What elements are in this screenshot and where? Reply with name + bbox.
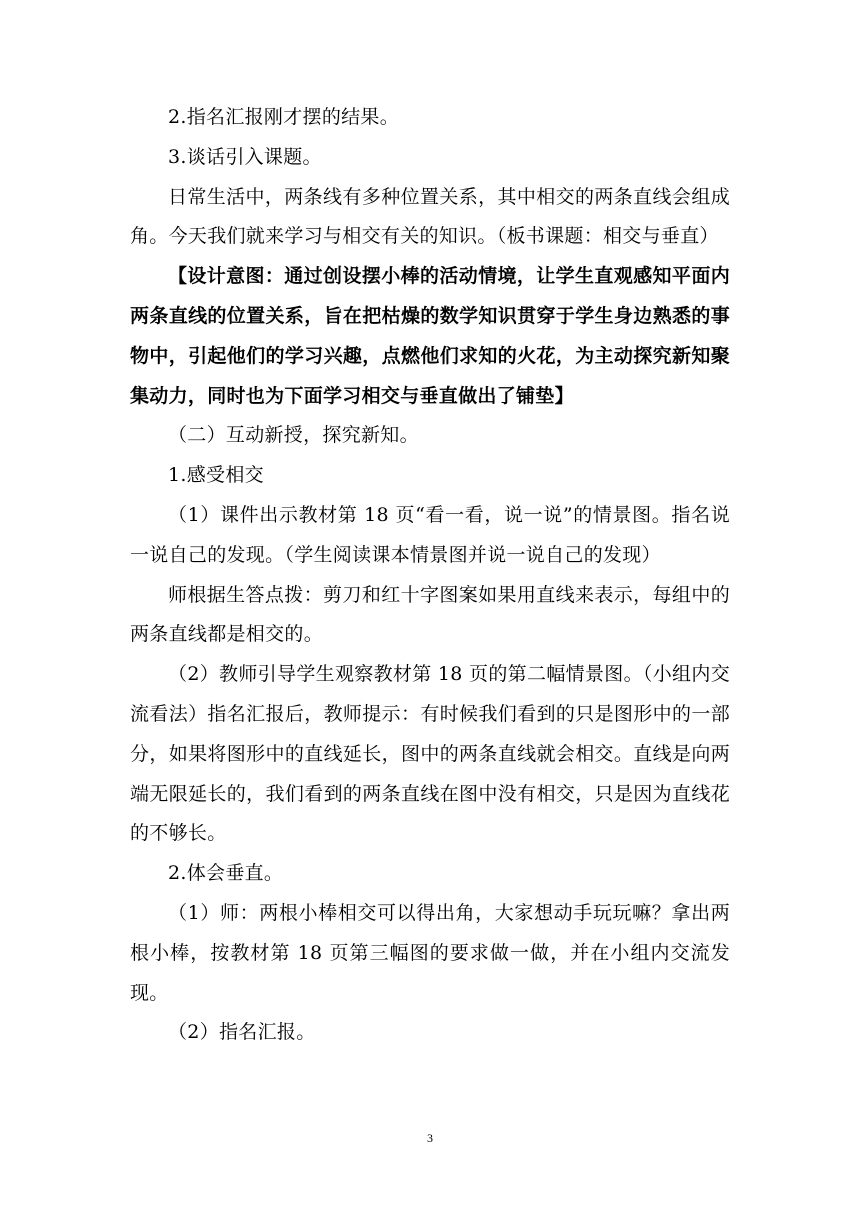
daily-life-paragraph: 日常生活中，两条线有多种位置关系，其中相交的两条直线会组成角。今天我们就来学习与相交有关的知识。（板书课题：相交与垂直）	[130, 185, 730, 248]
page-content	[130, 98, 730, 1053]
step-1-feel-intersection: 1.感受相交	[168, 464, 264, 487]
step-2-experience-perpendicular: 2.体会垂直。	[168, 862, 284, 885]
page-number: 3	[427, 1131, 433, 1145]
item-2-teacher-guides: （2）教师引导学生观察教材第 18 页的第二幅情景图。（小组内交流看法）指名汇报后，教师提示：有时候我们看到的只是图形中的一部分，如果将图形中的直线延长，图中的两条直线就会相交。直线是向两端无限延长的，我们看到的两条直线在图中没有相交，只是因为直线花的不够长。	[130, 663, 730, 845]
item-1-courseware: （1）课件出示教材第 18 页“看一看，说一说”的情景图。指名说一说自己的发现。（学生阅读课本情景图并说一说自己的发现）	[130, 503, 730, 566]
teacher-guidance-paragraph: 师根据生答点拨：剪刀和红十字图案如果用直线来表示，每组中的两条直线都是相交的。	[130, 583, 730, 646]
step-2-report: 2.指名汇报刚才摆的结果。	[168, 106, 400, 128]
design-intent-paragraph: 【设计意图：通过创设摆小棒的活动情境，让学生直观感知平面内两条直线的位置关系，旨在把枯燥的数学知识贯穿于学生身边熟悉的事物中，引起他们的学习兴趣，点燃他们求知的火花，为主动探究新知聚集动力，同时也为下面学习相交与垂直做出了铺垫】	[130, 265, 730, 407]
item-1-teacher-sticks: （1）师：两根小棒相交可以得出角，大家想动手玩玩嘛？拿出两根小棒，按教材第 18 页第三幅图的要求做一做，并在小组内交流发现。	[130, 901, 730, 1004]
section-heading-2: （二）互动新授，探究新知。	[168, 424, 419, 447]
step-3-introduce-topic: 3.谈话引入课题。	[168, 145, 322, 168]
item-2-report: （2）指名汇报。	[168, 1021, 316, 1044]
